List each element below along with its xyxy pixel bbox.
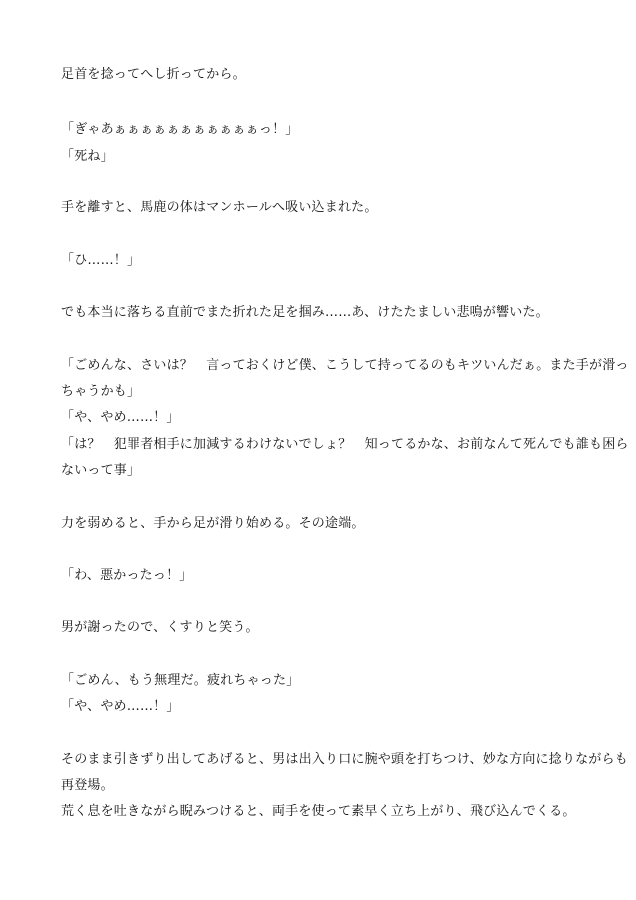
text-line: 手を離すと、馬鹿の体はマンホールへ吸い込まれた。	[61, 200, 378, 215]
text-line: 荒く息を吐きながら睨みつけると、両手を使って素早く立ち上がり、飛び込んでくる。	[61, 804, 576, 819]
dialogue-line: 「や、やめ……！」	[61, 699, 180, 714]
text-line: 足首を捻ってへし折ってから。	[61, 67, 246, 82]
dialogue-line: 「ごめん、もう無理だ。疲れちゃった」	[61, 673, 300, 688]
dialogue-line-continued: ないって事」	[61, 463, 141, 478]
text-line: でも本当に落ちる直前でまた折れた足を掴み……あ、けたたましい悲鳴が響いた。	[61, 305, 549, 320]
text-line: そのまま引きずり出してあげると、男は出入り口に腕や頭を打ちつけ、妙な方向に捻りながらも	[61, 752, 628, 767]
dialogue-line: 「ぎゃあぁぁぁぁぁぁぁぁぁぁぁっ！」	[61, 122, 299, 137]
dialogue-line: 「は？ 犯罪者相手に加減するわけないでしょ？ 知ってるかな、お前なんて死んでも誰も困ら	[61, 437, 629, 452]
dialogue-line: 「わ、悪かったっ！」	[61, 568, 193, 583]
dialogue-line-continued: ちゃうかも」	[61, 384, 141, 399]
text-line: 男が謝ったので、くすりと笑う。	[61, 620, 259, 635]
dialogue-line: 「死ね」	[61, 149, 114, 164]
text-line-continued: 再登場。	[61, 778, 114, 793]
dialogue-line: 「ごめんな、さいは？ 言っておくけど僕、こうして持ってるのもキツいんだぁ。また手が滑っ	[61, 358, 629, 373]
dialogue-line: 「ひ……！」	[61, 253, 141, 268]
text-line: 力を弱めると、手から足が滑り始める。その途端。	[61, 516, 365, 531]
dialogue-line: 「や、やめ……！」	[61, 410, 180, 425]
